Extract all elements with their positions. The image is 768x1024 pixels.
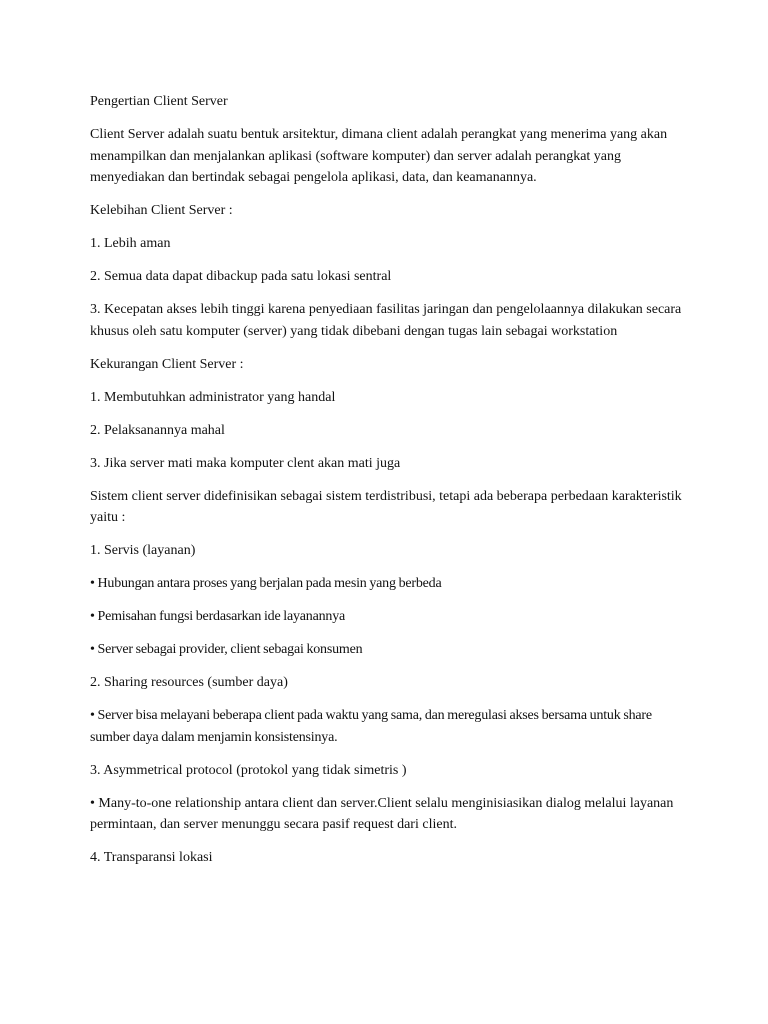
characteristic-bullet: • Pemisahan fungsi berdasarkan ide layanannya	[90, 609, 346, 624]
disadvantage-item: 3. Jika server mati maka komputer clent akan mati juga	[90, 455, 401, 471]
disadvantages-heading: Kekurangan Client Server :	[90, 356, 244, 372]
intro-paragraph: Client Server adalah suatu bentuk arsitektur, dimana client adalah perangkat yang menerima yang akan menampilkan dan menjalankan aplikasi (software komputer) dan server adalah perangkat yang menyediakan dan bertindak sebagai pengelola aplikasi, data, dan keamanannya.	[90, 127, 668, 185]
disadvantage-item: 2. Pelaksanannya mahal	[90, 422, 225, 438]
characteristic-bullet: • Hubungan antara proses yang berjalan pada mesin yang berbeda	[90, 576, 442, 591]
characteristic-heading: 2. Sharing resources (sumber daya)	[90, 675, 288, 690]
advantage-item: 2. Semua data dapat dibackup pada satu lokasi sentral	[90, 269, 392, 284]
advantage-item: 1. Lebih aman	[90, 236, 171, 251]
characteristics-intro: Sistem client server didefinisikan sebagai sistem terdistribusi, tetapi ada beberapa perbedaan karakteristik yaitu :	[90, 488, 682, 525]
characteristic-bullet: • Server sebagai provider, client sebagai konsumen	[90, 642, 363, 657]
characteristic-heading: 3. Asymmetrical protocol (protokol yang tidak simetris )	[90, 762, 407, 778]
document-page	[90, 91, 690, 880]
advantages-heading: Kelebihan Client Server :	[90, 203, 233, 218]
characteristic-bullet: • Server bisa melayani beberapa client pada waktu yang sama, dan meregulasi akses bersama untuk share sumber daya dalam menjamin konsistensinya.	[90, 708, 652, 745]
characteristic-heading: 4. Transparansi lokasi	[90, 850, 213, 865]
characteristic-bullet: • Many-to-one relationship antara client dan server.Client selalu menginisiasikan dialog melalui layanan permintaan, dan server menunggu secara pasif request dari client.	[90, 795, 674, 832]
disadvantage-item: 1. Membutuhkan administrator yang handal	[90, 389, 336, 405]
characteristic-heading: 1. Servis (layanan)	[90, 543, 196, 558]
advantage-item: 3. Kecepatan akses lebih tinggi karena penyediaan fasilitas jaringan dan pengelolaannya dilakukan secara khusus oleh satu komputer (server) yang tidak dibebani dengan tugas lain sebagai workstation	[90, 302, 682, 339]
document-title: Pengertian Client Server	[90, 94, 228, 109]
